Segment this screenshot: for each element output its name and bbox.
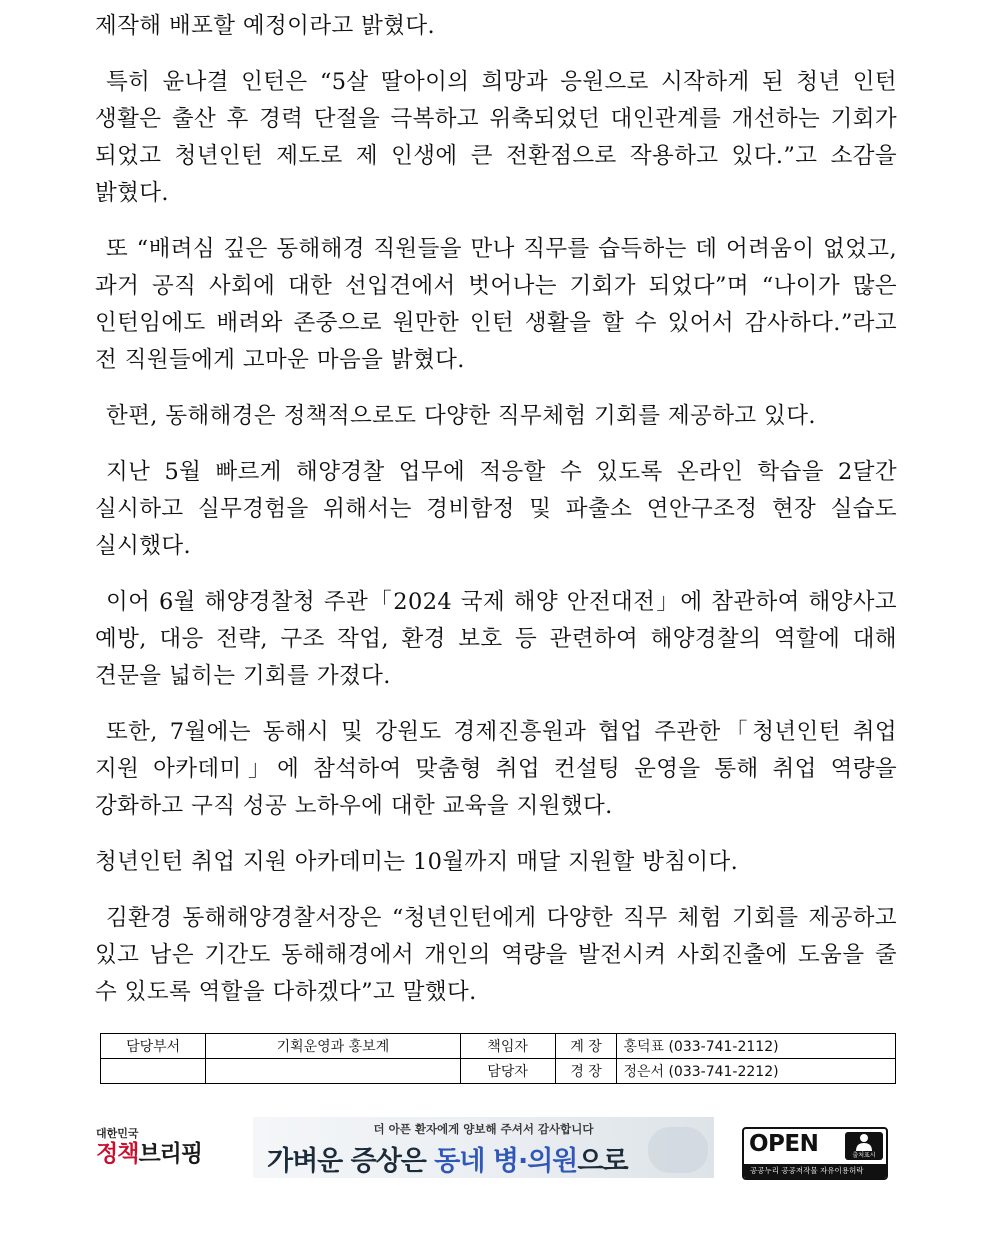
logo-dark-text: 브리핑 bbox=[138, 1141, 203, 1167]
dept-label: 담당부서 bbox=[101, 1034, 206, 1059]
table-row bbox=[101, 1059, 896, 1084]
banner-headline-part: 가벼운 증상은 bbox=[267, 1146, 435, 1177]
paragraph: 한편, 동해해경은 정책적으로도 다양한 직무체험 기회를 제공하고 있다. bbox=[106, 403, 816, 429]
logo-small-text: 대한민국 bbox=[96, 1127, 139, 1140]
open-word: OPEN bbox=[749, 1131, 819, 1157]
logo-red-text: 정책 bbox=[96, 1141, 139, 1167]
paragraph: 제작해 배포할 예정이라고 밝혔다. bbox=[95, 13, 436, 39]
paragraph: 또한, 7월에는 동해시 및 강원도 경제진흥원과 협업 주관한「청년인턴 취업 지원 아카데미」에 참석하여 맞춤형 취업 컨설팅 운영을 통해 취업 역량을 강화하고 구직 성공 노하우에 대한 교육을 지원했다. bbox=[95, 719, 897, 819]
kogl-caption bbox=[744, 1164, 886, 1178]
banner-headline-highlight: 동네 병·의원 bbox=[434, 1146, 578, 1177]
responsible-label: 책임자 bbox=[460, 1034, 555, 1059]
article-body bbox=[95, 8, 897, 1030]
handler-name: 정은서 (033-741-2212) bbox=[617, 1059, 896, 1084]
contact-table bbox=[100, 1033, 896, 1084]
campaign-banner[interactable] bbox=[253, 1117, 714, 1178]
responsible-name: 홍덕표 (033-741-2112) bbox=[617, 1034, 896, 1059]
paragraph: 또 “배려심 깊은 동해해경 직원들을 만나 직무를 습득하는 데 어려움이 없었고, 과거 공직 사회에 대한 선입견에서 벗어나는 기회가 되었다”며 “나이가 많은 인턴임에도 배려와 존중으로 원만한 인턴 생활을 할 수 있어서 감사하다.”라고 전 직원들에게 고마운 마음을 밝혔다. bbox=[95, 236, 897, 373]
kogl-open-license-mark[interactable] bbox=[742, 1127, 888, 1180]
attribution-tag: 출처표시 bbox=[852, 1152, 876, 1159]
paragraph: 지난 5월 빠르게 해양경찰 업무에 적응할 수 있도록 온라인 학습을 2달간 실시하고 실무경험을 위해서는 경비함정 및 파출소 연안구조정 현장 실습도 실시했다. bbox=[95, 459, 897, 559]
paragraph: 특히 윤나결 인턴은 “5살 딸아이의 희망과 응원으로 시작하게 된 청년 인턴 생활은 출산 후 경력 단절을 극복하고 위축되었던 대인관계를 개선하는 기회가 되었고 청년인턴 제도로 제 인생에 큰 전환점으로 작용하고 있다.”고 소감을 밝혔다. bbox=[95, 69, 897, 206]
policy-briefing-logo[interactable] bbox=[96, 1128, 216, 1180]
responsible-title: 계 장 bbox=[555, 1034, 617, 1059]
dept-value: 기획운영과 홍보계 bbox=[206, 1034, 460, 1059]
banner-headline-part: 으로 bbox=[577, 1146, 628, 1177]
kogl-title: 공공누리 bbox=[750, 1166, 779, 1175]
banner-headline bbox=[267, 1139, 628, 1178]
paragraph: 이어 6월 해양경찰청 주관「2024 국제 해양 안전대전」에 참관하여 해양사고 예방, 대응 전략, 구조 작업, 환경 보호 등 관련하여 해양경찰의 역할에 대해 견문을 넓히는 기회를 가졌다. bbox=[95, 589, 897, 689]
handler-title: 경 장 bbox=[555, 1059, 617, 1084]
empty-cell bbox=[206, 1059, 460, 1084]
paragraph: 김환경 동해해양경찰서장은 “청년인턴에게 다양한 직무 체험 기회를 제공하고 있고 남은 기간도 동해해경에서 개인의 역량을 발전시켜 사회진출에 도움을 줄 수 있도록 역할을 다하겠다”고 말했다. bbox=[95, 905, 897, 1005]
kogl-desc: 공공저작물 자유이용허락 bbox=[781, 1166, 864, 1175]
paragraph: 청년인턴 취업 지원 아카데미는 10월까지 매달 지원할 방침이다. bbox=[95, 849, 739, 875]
banner-subtitle: 더 아픈 환자에게 양보해 주셔서 감사합니다 bbox=[373, 1122, 594, 1136]
table-row bbox=[101, 1034, 896, 1059]
logo-main-text bbox=[96, 1140, 216, 1168]
handler-label: 담당자 bbox=[460, 1059, 555, 1084]
empty-cell bbox=[101, 1059, 206, 1084]
